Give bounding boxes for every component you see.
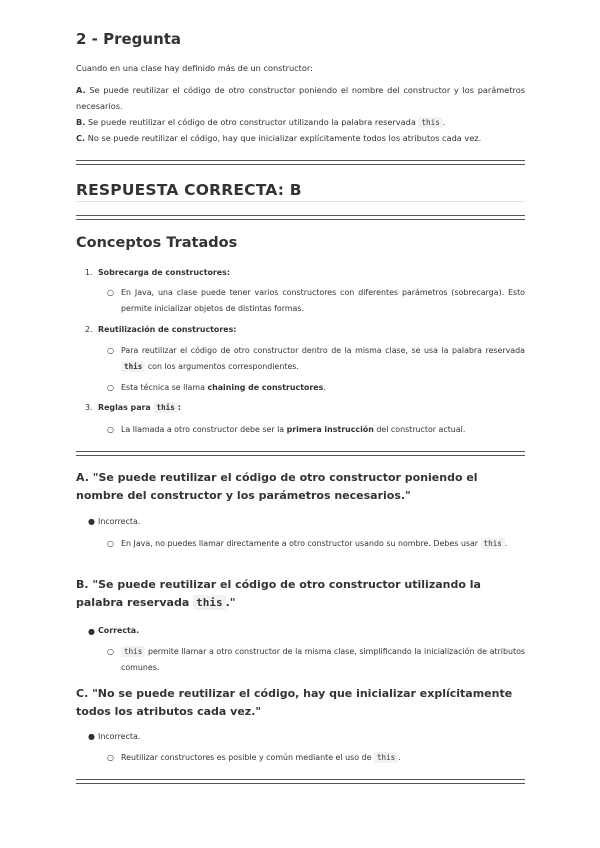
concepts-title: Conceptos Tratados <box>76 235 238 251</box>
concept-bullet: En Java, una clase puede tener varios constructores con diferentes parámetros (sobrecarga). Esto permite inicializar objetos de distintas formas. <box>121 288 525 313</box>
divider <box>76 779 525 784</box>
option-b: B. Se puede reutilizar el código de otro constructor utilizando la palabra reservada this . <box>76 117 446 127</box>
bullet-circle-icon: ○ <box>107 425 114 434</box>
concept-label: Reutilización de constructores: <box>98 325 237 334</box>
option-c: C. No se puede reutilizar el código, hay que inicializar explícitamente todos los atributos cada vez. <box>76 133 482 143</box>
analysis-heading-a: A. "Se puede reutilizar el código de otro constructor poniendo el nombre del constructor y los parámetros necesarios." <box>76 471 478 502</box>
list-number: 3. <box>85 403 93 412</box>
verdict-b: Correcta. <box>98 626 140 635</box>
bullet-disc-icon: ● <box>88 732 95 741</box>
detail-c: Reutilizar constructores es posible y común mediante el uso de this . <box>121 753 401 762</box>
verdict-a: Incorrecta. <box>98 517 141 526</box>
divider <box>76 215 525 220</box>
bullet-circle-icon: ○ <box>107 383 114 392</box>
concept-label: Reglas para this : <box>98 403 181 412</box>
divider <box>76 451 525 456</box>
bullet-circle-icon: ○ <box>107 539 114 548</box>
analysis-heading-c: C. "No se puede reutilizar el código, hay que inicializar explícitamente todos los atributos cada vez." <box>76 687 513 718</box>
detail-a: En Java, no puedes llamar directamente a otro constructor usando su nombre. Debes usar this . <box>121 539 508 548</box>
detail-b: this permite llamar a otro constructor de la misma clase, simplificando la inicialización de atributos comunes. <box>121 647 526 672</box>
option-a: A. Se puede reutilizar el código de otro constructor poniendo el nombre del constructor y los parámetros necesarios. <box>76 85 525 111</box>
bullet-disc-icon: ● <box>88 517 95 526</box>
divider <box>76 160 525 165</box>
answer-title: RESPUESTA CORRECTA: B <box>76 181 302 199</box>
list-number: 2. <box>85 325 93 334</box>
bullet-circle-icon: ○ <box>107 346 114 355</box>
concept-label: Sobrecarga de constructores: <box>98 268 231 277</box>
bullet-disc-icon: ● <box>88 627 95 636</box>
concept-bullet: La llamada a otro constructor debe ser la primera instrucción del constructor actual. <box>121 425 466 434</box>
bullet-circle-icon: ○ <box>107 753 114 762</box>
question-title: 2 - Pregunta <box>76 30 182 48</box>
analysis-heading-b: B. "Se puede reutilizar el código de otro constructor utilizando la palabra reservada this ." <box>76 578 481 609</box>
concept-bullet: Para reutilizar el código de otro constructor dentro de la misma clase, se usa la palabra reservada this con los argumentos correspondientes. <box>121 346 525 371</box>
heading-underline <box>76 201 525 202</box>
bullet-circle-icon: ○ <box>107 288 114 297</box>
question-intro: Cuando en una clase hay definido más de un constructor: <box>76 63 313 73</box>
concept-bullet: Esta técnica se llama chaining de constructores. <box>121 383 326 392</box>
list-number: 1. <box>85 268 93 277</box>
verdict-c: Incorrecta. <box>98 732 141 741</box>
bullet-circle-icon: ○ <box>107 647 114 656</box>
